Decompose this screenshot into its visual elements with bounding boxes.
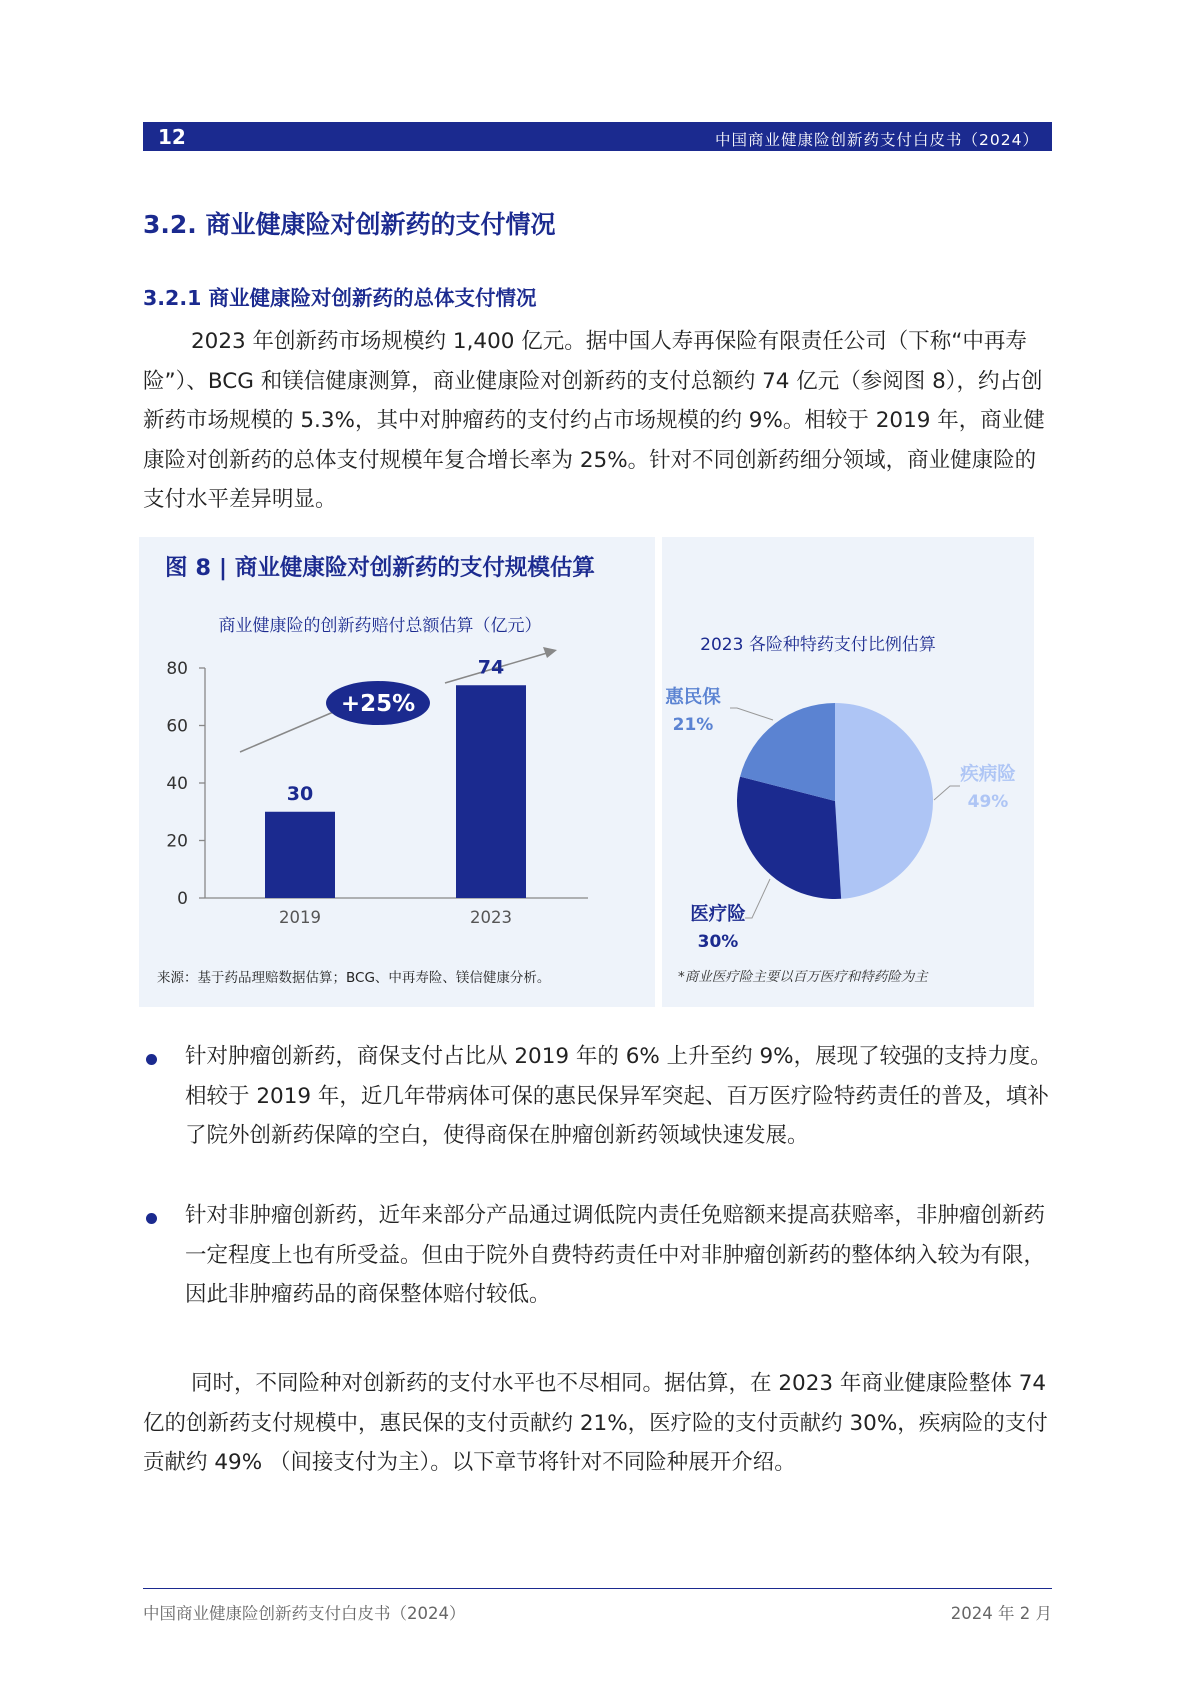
footer-doc-title: 中国商业健康险创新药支付白皮书（2024） [143,1604,466,1623]
pie-pct-label: 49% [967,792,1009,812]
y-tick-label: 40 [166,774,188,794]
pie-label: 疾病险 [960,764,1016,785]
page-number: 12 [158,125,186,149]
growth-annotation: +25% [340,691,416,717]
pie-leader-line [730,708,773,720]
bullet-dot-icon [146,1213,157,1224]
intro-paragraph: 2023 年创新药市场规模约 1,400 亿元。据中国人寿再保险有限责任公司（下称“中再寿险”）、BCG 和镁信健康测算，商业健康险对创新药的支付总额约 74 亿元（参阅图 8），约占创新药市场规模的 5.3%，其中对肿瘤药的支付约占市场规模的约 9%。相较于 2019 年，商业健康险对创新药的总体支付规模年复合增长率为 25%。针对不同创新药细分领域，商业健康险的支付水平差异明显。 [143,329,1045,512]
bar-y-ticks [166,659,205,909]
footer-divider [143,1588,1052,1589]
figure-source: 来源：基于药品理赔数据估算；BCG、中再寿险、镁信健康分析。 [157,970,551,986]
bar-2019 [265,812,335,898]
bar-value-label: 30 [286,782,314,805]
bullet-item [143,1196,1055,1315]
figure-note: *商业医疗险主要以百万医疗和特药险为主 [678,969,928,985]
y-tick-label: 80 [166,659,188,679]
bar-value-label: 74 [477,656,505,679]
pie-slice-疾病险 [835,703,933,899]
bullet-item [143,1037,1055,1156]
pie-pct-label: 30% [697,932,739,952]
bar-2023 [456,685,526,898]
closing-paragraph: 同时，不同险种对创新药的支付水平也不尽相同。据估算，在 2023 年商业健康险整体 74 亿的创新药支付规模中，惠民保的支付贡献约 21%，医疗险的支付贡献约 30%，疾病险的支付贡献约 49% （间接支付为主）。以下章节将针对不同险种展开介绍。 [143,1371,1048,1475]
pie-pct-label: 21% [672,715,714,735]
y-tick-label: 20 [166,831,188,852]
header-doc-title: 中国商业健康险创新药支付白皮书（2024） [715,131,1039,149]
y-tick-label: 60 [166,716,188,737]
x-tick-label: 2023 [470,908,512,927]
x-tick-label: 2019 [279,908,321,927]
bullet-text: 针对非肿瘤创新药，近年来部分产品通过调低院内责任免赔额来提高获赔率，非肿瘤创新药一定程度上也有所受益。但由于院外自费特药责任中对非肿瘤创新药的整体纳入较为有限，因此非肿瘤药品的商保整体赔付较低。 [185,1203,1046,1307]
pie-leader-line [745,879,770,918]
pie-label: 医疗险 [690,904,746,925]
footer-date: 2024 年 2 月 [950,1604,1052,1623]
pie-label: 惠民保 [665,687,721,708]
section-title: 3.2. 商业健康险对创新药的支付情况 [143,210,556,239]
bullet-text: 针对肿瘤创新药，商保支付占比从 2019 年的 6% 上升至约 9%，展现了较强的支持力度。相较于 2019 年，近几年带病体可保的惠民保异军突起、百万医疗险特药责任的普及，填补了院外创新药保障的空白，使得商保在肿瘤创新药领域快速发展。 [185,1044,1052,1148]
subsection-title: 3.2.1 商业健康险对创新药的总体支付情况 [143,286,537,310]
bullet-dot-icon [146,1054,157,1065]
pie-chart-title: 2023 各险种特药支付比例估算 [700,635,936,655]
bar-chart-title: 商业健康险的创新药赔付总额估算（亿元） [218,616,542,636]
pie-leader-line [934,786,960,800]
figure-title: 图 8 | 商业健康险对创新药的支付规模估算 [165,555,595,581]
y-tick-label: 0 [177,889,188,909]
pie [737,703,933,899]
